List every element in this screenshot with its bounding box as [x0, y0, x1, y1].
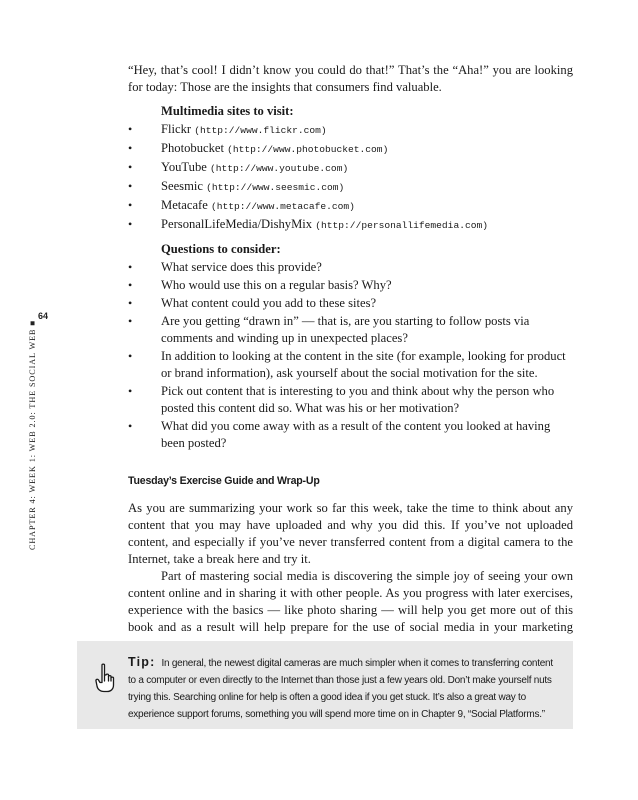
multimedia-heading: Multimedia sites to visit:	[161, 104, 294, 118]
pointing-hand-icon	[93, 663, 117, 693]
list-item	[128, 159, 573, 177]
bullet-icon: •	[128, 278, 133, 292]
site-name: PersonalLifeMedia/DishyMix	[161, 217, 313, 231]
tip-text: In general, the newest digital cameras are much simpler when it comes to transferring content to a computer or even directly to the Internet than those just a few years old. Don’t make yourself nuts trying this. Searching online for help is often a good idea if you get stuck. It’s also a great way to experience support forums, something you will spend more time on in Chapter 9, “Social Platforms.”	[128, 658, 553, 720]
bullet-icon: •	[128, 141, 133, 155]
question-text: What content could you add to these sites?	[161, 296, 377, 310]
list-item	[128, 178, 573, 196]
bullet-icon: •	[128, 217, 133, 231]
site-url: (http://www.photobucket.com)	[227, 144, 389, 155]
site-name: Seesmic	[161, 179, 203, 193]
page-content	[128, 62, 573, 653]
site-name: Flickr	[161, 122, 192, 136]
bullet-icon: •	[128, 296, 133, 310]
body-paragraph: As you are summarizing your work so far this week, take the time to think about any content that you may have uploaded and why you did this. If you’ve not uploaded content, and especially if you’ve never transferred content from a digital camera to the Internet, take a break here and try it.	[128, 501, 573, 566]
question-text: In addition to looking at the content in the site (for example, looking for product or brand information), ask yourself about the social motivation for the site.	[161, 349, 566, 380]
bullet-icon: •	[128, 349, 133, 363]
tip-box	[77, 641, 573, 729]
site-url: (http://www.metacafe.com)	[211, 201, 355, 212]
bullet-icon: •	[128, 198, 133, 212]
question-text: Pick out content that is interesting to you and think about why the person who posted this content did so. What was his or her motivation?	[161, 384, 555, 415]
bullet-icon: •	[128, 179, 133, 193]
list-item	[128, 348, 573, 382]
multimedia-list	[128, 121, 573, 234]
tip-label: Tip:	[128, 655, 156, 669]
questions-heading: Questions to consider:	[161, 242, 281, 256]
list-item	[128, 216, 573, 234]
list-item	[128, 197, 573, 215]
list-item	[128, 295, 573, 312]
list-item	[128, 383, 573, 417]
bullet-icon: •	[128, 260, 133, 274]
intro-paragraph: “Hey, that’s cool! I didn’t know you could do that!” That’s the “Aha!” you are looking for today: Those are the insights that consumers find valuable.	[128, 63, 573, 94]
site-url: (http://www.seesmic.com)	[206, 182, 345, 193]
site-name: YouTube	[161, 160, 207, 174]
body-paragraph: Part of mastering social media is discovering the simple joy of seeing your own content online and in sharing it with other people. As you progress with later exercises, experience with the basics — like photo sharing — will help you get more out of this book and as a result will help prepare for the use of social media in your marketing	[128, 569, 573, 634]
bullet-icon: •	[128, 384, 133, 398]
site-url: (http://www.flickr.com)	[194, 125, 327, 136]
questions-list	[128, 259, 573, 452]
list-item	[128, 121, 573, 139]
list-item	[128, 140, 573, 158]
site-url: (http://www.youtube.com)	[210, 163, 349, 174]
tip-text-block	[128, 654, 558, 723]
list-item	[128, 277, 573, 294]
running-head-text: CHAPTER 4: WEEK 1: WEB 2.0: THE SOCIAL WEB ■	[28, 319, 37, 550]
question-text: What did you come away with as a result of the content you looked at having been posted?	[161, 419, 551, 450]
site-name: Metacafe	[161, 198, 208, 212]
list-item	[128, 313, 573, 347]
section-heading: Tuesday’s Exercise Guide and Wrap-Up	[128, 475, 320, 487]
question-text: Are you getting “drawn in” — that is, are you starting to follow posts via comments and winding up in unexpected places?	[161, 314, 530, 345]
question-text: Who would use this on a regular basis? Why?	[161, 278, 392, 292]
question-text: What service does this provide?	[161, 260, 322, 274]
bullet-icon: •	[128, 122, 133, 136]
site-url: (http://personallifemedia.com)	[315, 220, 488, 231]
site-name: Photobucket	[161, 141, 224, 155]
bullet-icon: •	[128, 314, 133, 328]
running-head	[26, 319, 40, 550]
list-item	[128, 259, 573, 276]
bullet-icon: •	[128, 419, 133, 433]
list-item	[128, 418, 573, 452]
bullet-icon: •	[128, 160, 133, 174]
page-number: 64	[38, 311, 49, 321]
